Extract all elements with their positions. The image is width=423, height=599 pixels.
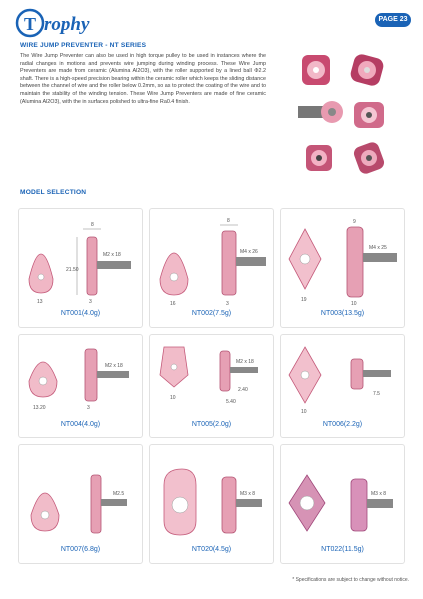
product-photos bbox=[288, 50, 408, 180]
svg-text:13: 13 bbox=[37, 299, 43, 305]
svg-text:M3 x 8: M3 x 8 bbox=[240, 491, 256, 497]
svg-text:3: 3 bbox=[89, 299, 92, 305]
svg-text:T: T bbox=[24, 14, 37, 34]
svg-text:M3 x 8: M3 x 8 bbox=[371, 491, 387, 497]
model-card-nt005 bbox=[149, 334, 274, 438]
brand-text: rophy bbox=[44, 14, 90, 35]
photo-1 bbox=[302, 55, 330, 85]
model-label: NT001(4.0g) bbox=[60, 310, 101, 317]
model-label: NT004(4.0g) bbox=[60, 421, 101, 428]
svg-text:13.20: 13.20 bbox=[33, 405, 46, 411]
svg-text:3: 3 bbox=[87, 405, 90, 411]
model-card-nt022 bbox=[280, 444, 405, 564]
svg-text:M2 x 18: M2 x 18 bbox=[105, 363, 123, 369]
svg-text:5.40: 5.40 bbox=[226, 399, 236, 405]
model-label: NT003(13.5g) bbox=[320, 310, 365, 317]
svg-text:M2.5: M2.5 bbox=[113, 491, 125, 497]
svg-text:16: 16 bbox=[170, 301, 176, 307]
model-selection-title: MODEL SELECTION bbox=[20, 189, 87, 196]
svg-text:M4 x 26: M4 x 26 bbox=[240, 249, 258, 255]
photo-5 bbox=[306, 145, 332, 171]
svg-text:2.40: 2.40 bbox=[238, 387, 248, 393]
model-label: NT020(4.5g) bbox=[191, 546, 232, 553]
model-card-nt006 bbox=[280, 334, 405, 438]
svg-text:10: 10 bbox=[301, 409, 307, 415]
model-card-nt004 bbox=[18, 334, 143, 438]
svg-text:M4 x 25: M4 x 25 bbox=[369, 245, 387, 251]
intro-body: The Wire Jump Preventer can also be used in high torque pulley to be used in instances where the radial changes in motions and prevents wire jumping during winding process. These Wire Jump Preventers are made from ceramic (Alumina Al2O3), with the roller supported by a lined ball Φ2.2 shaft. There is a high-speed precision bearing within the ceramic roller which keeps the sliding distance between the channel of wire and the roller below 0.2mm, so as to protect the coating of the wire and to maintain the stability of the winding tension. These Wire Jump Preventers are made of fine ceramic (Alumina Al2O3), with the in surfaces polished to ultra-fine Ra0.4 finish. bbox=[20, 53, 266, 105]
svg-text:10: 10 bbox=[351, 301, 357, 307]
model-card-nt003 bbox=[280, 208, 405, 328]
svg-text:M2 x 18: M2 x 18 bbox=[103, 252, 121, 258]
model-card-nt020 bbox=[149, 444, 274, 564]
footnote: * Specifications are subject to change without notice. bbox=[292, 577, 409, 583]
model-card-nt007 bbox=[18, 444, 143, 564]
trophy-logo bbox=[14, 6, 124, 40]
svg-text:8: 8 bbox=[91, 222, 94, 228]
svg-text:3: 3 bbox=[226, 301, 229, 307]
intro-title: WIRE JUMP PREVENTER - NT SERIES bbox=[20, 42, 147, 49]
photo-2 bbox=[349, 53, 385, 88]
svg-text:7.5: 7.5 bbox=[373, 391, 380, 397]
svg-text:19: 19 bbox=[301, 297, 307, 303]
photo-6 bbox=[352, 140, 386, 175]
model-label: NT022(11.5g) bbox=[321, 546, 364, 553]
model-card-nt001 bbox=[18, 208, 143, 328]
photo-3 bbox=[298, 101, 343, 123]
svg-text:21.50: 21.50 bbox=[66, 267, 79, 273]
model-label: NT002(7.5g) bbox=[191, 310, 232, 317]
svg-text:9: 9 bbox=[353, 219, 356, 225]
model-label: NT007(6.8g) bbox=[60, 546, 101, 553]
model-label: NT005(2.0g) bbox=[191, 421, 232, 428]
svg-text:8: 8 bbox=[227, 218, 230, 224]
model-label: NT006(2.2g) bbox=[322, 421, 363, 428]
svg-text:10: 10 bbox=[170, 395, 176, 401]
page-badge: PAGE 23 bbox=[375, 13, 411, 27]
photo-4 bbox=[354, 102, 384, 128]
svg-text:M2 x 18: M2 x 18 bbox=[236, 359, 254, 365]
model-card-nt002 bbox=[149, 208, 274, 328]
